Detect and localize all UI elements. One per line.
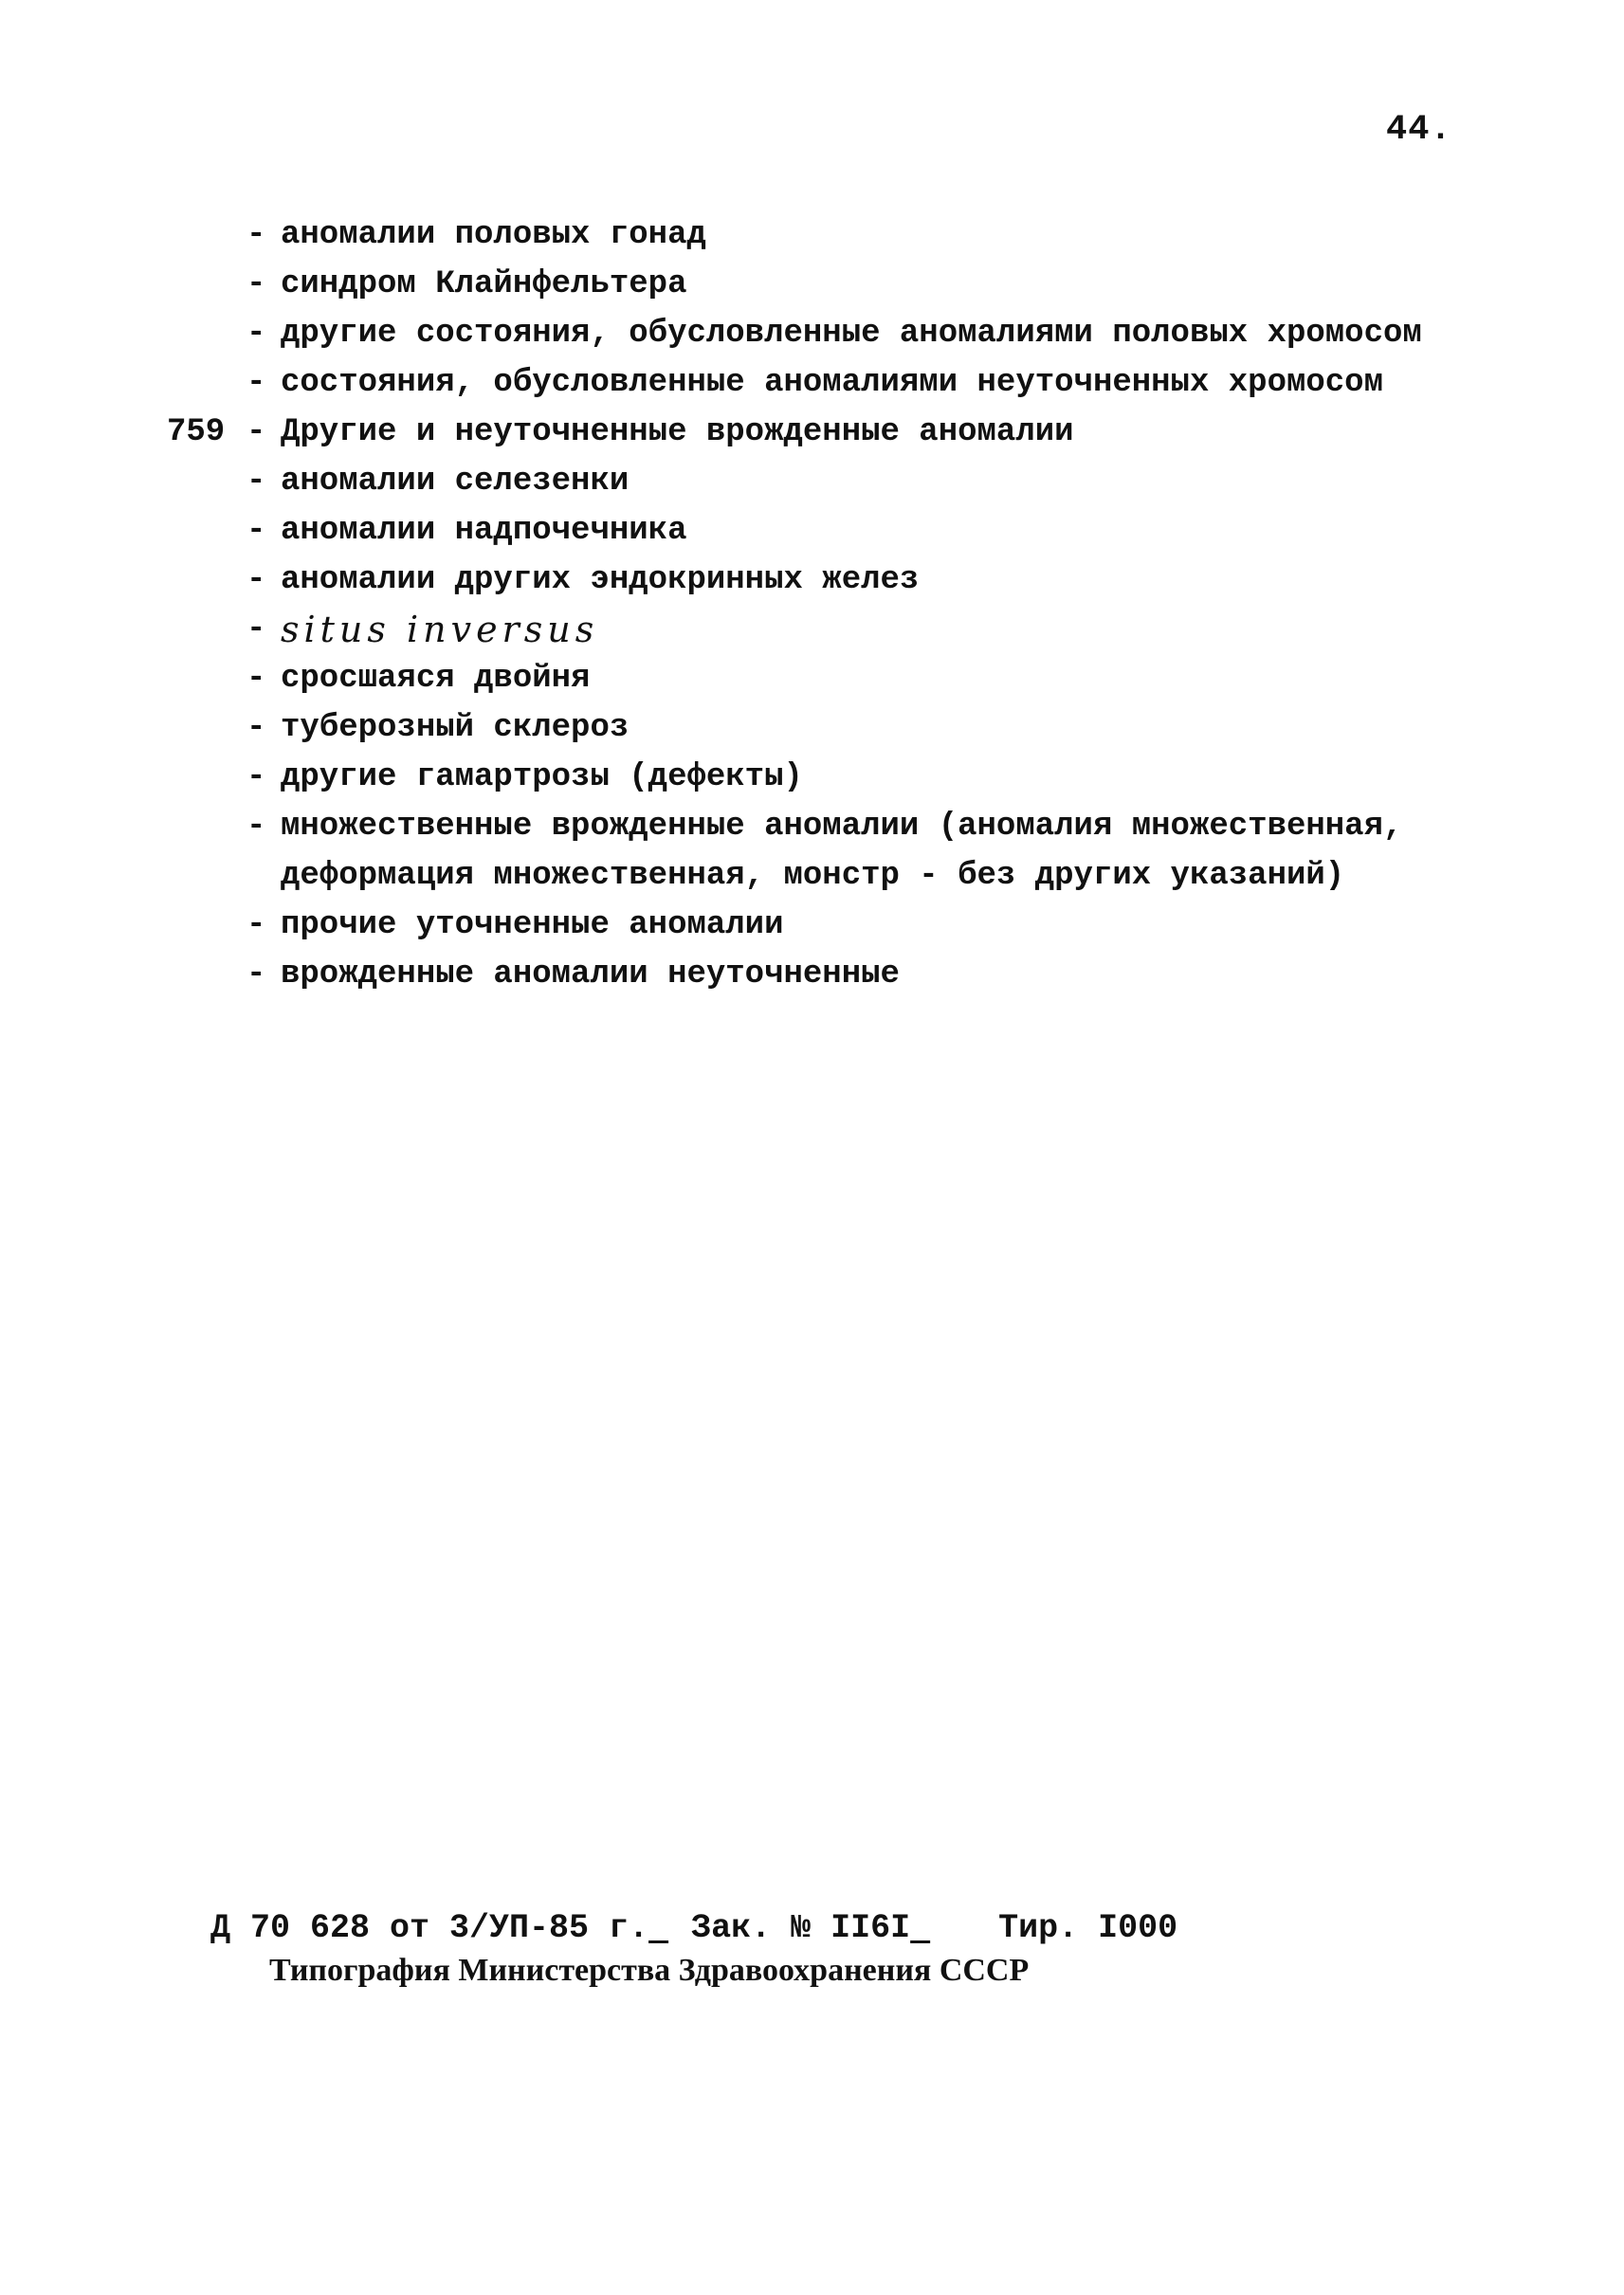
- list-item: [167, 210, 1494, 260]
- list-item-text: аномалии других эндокринных желез: [281, 562, 920, 598]
- list-item-text: сросшаяся двойня: [281, 661, 591, 697]
- list-item-text: врожденные аномалии неуточненные: [281, 956, 900, 993]
- list-item-text: другие гамартрозы (дефекты): [281, 759, 803, 795]
- list-item: [167, 457, 1494, 506]
- list-item: [167, 950, 1494, 999]
- list-item-text: аномалии половых гонад: [281, 217, 706, 253]
- list-item-heading: [167, 408, 1494, 457]
- list-item-text: множественные врожденные аномалии (аномалия множественная, деформация множественная, монстр - без других указаний): [281, 809, 1403, 894]
- diagnosis-code: 759: [167, 414, 226, 450]
- list-dash: -: [246, 217, 266, 253]
- list-dash: -: [246, 611, 266, 647]
- entry-list: [167, 210, 1494, 999]
- order-reference: Д 70 628 от 3/УП-85 г.: [210, 1909, 649, 1947]
- list-dash: -: [246, 414, 266, 450]
- list-item-text: туберозный склероз: [281, 710, 630, 746]
- list-dash: -: [246, 907, 266, 943]
- list-dash: -: [246, 316, 266, 352]
- list-item-handwritten: [167, 605, 1494, 654]
- list-dash: -: [246, 956, 266, 993]
- list-item: [167, 556, 1494, 605]
- list-item-text: прочие уточненные аномалии: [281, 907, 784, 943]
- list-dash: -: [246, 365, 266, 401]
- list-dash: -: [246, 513, 266, 549]
- list-dash: -: [246, 464, 266, 500]
- list-dash: -: [246, 710, 266, 746]
- list-item-text: другие состояния, обусловленные аномалиями половых хромосом: [281, 316, 1422, 352]
- list-item: [167, 703, 1494, 753]
- list-item: [167, 901, 1494, 950]
- imprint-footer: [210, 1907, 1177, 1993]
- list-dash: -: [246, 759, 266, 795]
- page-number: 44.: [1386, 110, 1452, 150]
- list-dash: -: [246, 809, 266, 845]
- list-item: [167, 654, 1494, 703]
- list-item: [167, 309, 1494, 358]
- list-item: [167, 358, 1494, 408]
- list-item: [167, 260, 1494, 309]
- list-item-text: Другие и неуточненные врожденные аномалии: [281, 414, 1074, 450]
- list-item-text: аномалии надпочечника: [281, 513, 687, 549]
- order-number: Зак. № II6I: [691, 1909, 911, 1947]
- print-run: Тир. I000: [998, 1909, 1178, 1947]
- list-item-text: аномалии селезенки: [281, 464, 630, 500]
- imprint-line: [210, 1907, 1177, 1949]
- list-dash: -: [246, 562, 266, 598]
- list-item-text: состояния, обусловленные аномалиями неуточненных хромосом: [281, 365, 1383, 401]
- list-dash: -: [246, 661, 266, 697]
- list-item: [167, 506, 1494, 556]
- list-item-text: синдром Клайнфельтера: [281, 266, 687, 302]
- list-item: [167, 753, 1494, 802]
- handwritten-text: situs inversus: [281, 609, 599, 650]
- list-item: [167, 802, 1494, 901]
- list-dash: -: [246, 266, 266, 302]
- printer-name: Типография Министерства Здравоохранения СССР: [269, 1953, 1030, 1988]
